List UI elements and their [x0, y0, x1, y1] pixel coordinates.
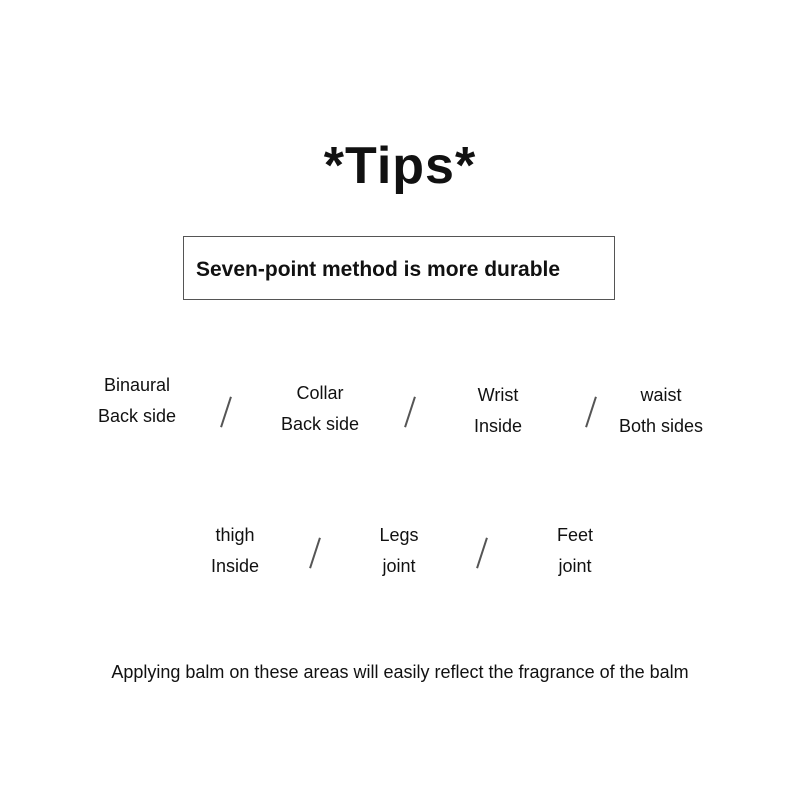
point-waist	[619, 380, 703, 442]
slash-separator	[220, 396, 232, 427]
point-collar	[281, 378, 359, 440]
point-detail: joint	[558, 556, 592, 576]
point-binaural	[98, 370, 176, 432]
point-label: thigh	[215, 525, 255, 545]
slash-separator	[585, 396, 597, 427]
point-detail: joint	[382, 556, 416, 576]
method-banner	[183, 236, 615, 300]
slash-separator	[476, 537, 488, 568]
point-detail: Inside	[473, 416, 523, 436]
point-thigh	[211, 520, 259, 582]
point-label: waist	[640, 385, 682, 405]
footer-note: Applying balm on these areas will easily reflect the fragrance of the balm	[111, 662, 689, 682]
point-label: Legs	[379, 525, 419, 545]
point-legs	[379, 520, 418, 582]
point-feet	[557, 520, 593, 582]
point-wrist	[474, 380, 522, 442]
slash-separator	[309, 537, 321, 568]
point-detail: Back side	[97, 406, 177, 426]
method-banner-text: Seven-point method is more durable	[196, 258, 561, 281]
point-label: Binaural	[103, 375, 171, 395]
point-label: Feet	[556, 525, 594, 545]
point-label: Wrist	[477, 385, 519, 405]
point-detail: Both sides	[618, 416, 704, 436]
point-detail: Back side	[280, 414, 360, 434]
point-detail: Inside	[210, 556, 260, 576]
page-title: *Tips*	[323, 137, 477, 195]
point-label: Collar	[296, 383, 344, 403]
slash-separator	[404, 396, 416, 427]
